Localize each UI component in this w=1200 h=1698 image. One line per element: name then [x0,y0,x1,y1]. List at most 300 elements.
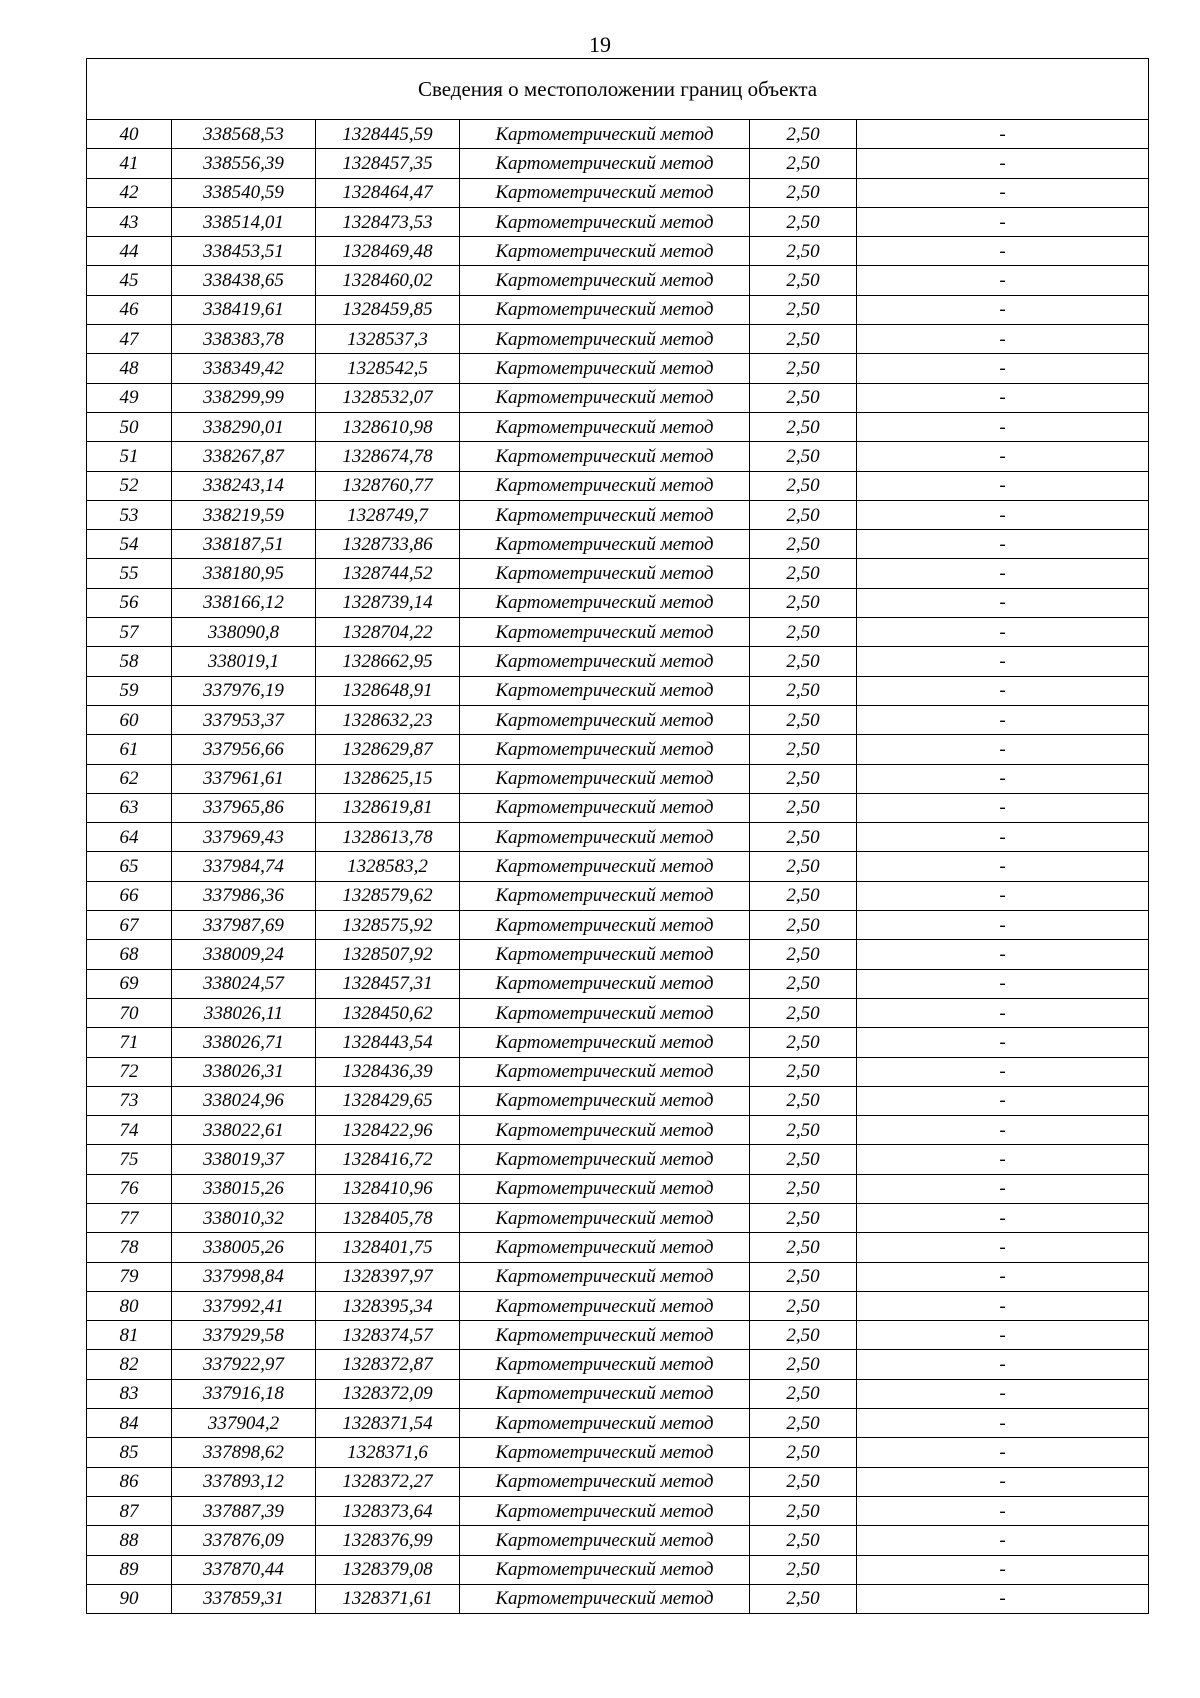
description-cell: - [857,266,1149,295]
point-number-cell: 75 [87,1145,172,1174]
point-number-cell: 53 [87,500,172,529]
accuracy-cell: 2,50 [750,1438,857,1467]
description-cell: - [857,412,1149,441]
y-coordinate-cell: 1328410,96 [316,1174,460,1203]
x-coordinate-cell: 338438,65 [172,266,316,295]
table-row [87,266,1149,295]
accuracy-cell: 2,50 [750,618,857,647]
accuracy-cell: 2,50 [750,120,857,149]
point-number-cell: 76 [87,1174,172,1203]
method-cell: Картометрический метод [460,998,750,1027]
accuracy-cell: 2,50 [750,178,857,207]
y-coordinate-cell: 1328372,87 [316,1350,460,1379]
table-row [87,1233,1149,1262]
y-coordinate-cell: 1328422,96 [316,1116,460,1145]
x-coordinate-cell: 337898,62 [172,1438,316,1467]
accuracy-cell: 2,50 [750,881,857,910]
method-cell: Картометрический метод [460,1233,750,1262]
point-number-cell: 77 [87,1203,172,1232]
point-number-cell: 67 [87,911,172,940]
description-cell: - [857,120,1149,149]
y-coordinate-cell: 1328373,64 [316,1496,460,1525]
x-coordinate-cell: 337887,39 [172,1496,316,1525]
y-coordinate-cell: 1328662,95 [316,647,460,676]
method-cell: Картометрический метод [460,530,750,559]
table-row [87,1116,1149,1145]
x-coordinate-cell: 338540,59 [172,178,316,207]
y-coordinate-cell: 1328459,85 [316,295,460,324]
point-number-cell: 43 [87,207,172,236]
point-number-cell: 48 [87,354,172,383]
accuracy-cell: 2,50 [750,1057,857,1086]
accuracy-cell: 2,50 [750,1526,857,1555]
y-coordinate-cell: 1328445,59 [316,120,460,149]
accuracy-cell: 2,50 [750,998,857,1027]
accuracy-cell: 2,50 [750,1203,857,1232]
table-row [87,1321,1149,1350]
method-cell: Картометрический метод [460,911,750,940]
x-coordinate-cell: 337984,74 [172,852,316,881]
x-coordinate-cell: 337893,12 [172,1467,316,1496]
table-row [87,1145,1149,1174]
description-cell: - [857,647,1149,676]
x-coordinate-cell: 338024,57 [172,969,316,998]
description-cell: - [857,178,1149,207]
x-coordinate-cell: 338022,61 [172,1116,316,1145]
table-row [87,1174,1149,1203]
x-coordinate-cell: 338166,12 [172,588,316,617]
x-coordinate-cell: 338015,26 [172,1174,316,1203]
y-coordinate-cell: 1328625,15 [316,764,460,793]
point-number-cell: 83 [87,1379,172,1408]
method-cell: Картометрический метод [460,852,750,881]
y-coordinate-cell: 1328371,6 [316,1438,460,1467]
y-coordinate-cell: 1328374,57 [316,1321,460,1350]
point-number-cell: 70 [87,998,172,1027]
description-cell: - [857,676,1149,705]
y-coordinate-cell: 1328372,09 [316,1379,460,1408]
table-row [87,207,1149,236]
point-number-cell: 66 [87,881,172,910]
accuracy-cell: 2,50 [750,1409,857,1438]
table-row [87,969,1149,998]
point-number-cell: 51 [87,442,172,471]
accuracy-cell: 2,50 [750,1028,857,1057]
y-coordinate-cell: 1328371,54 [316,1409,460,1438]
accuracy-cell: 2,50 [750,1379,857,1408]
table-row [87,1028,1149,1057]
description-cell: - [857,295,1149,324]
description-cell: - [857,1057,1149,1086]
method-cell: Картометрический метод [460,940,750,969]
method-cell: Картометрический метод [460,881,750,910]
table-row [87,1379,1149,1408]
description-cell: - [857,881,1149,910]
x-coordinate-cell: 338019,1 [172,647,316,676]
x-coordinate-cell: 338243,14 [172,471,316,500]
y-coordinate-cell: 1328537,3 [316,325,460,354]
description-cell: - [857,1321,1149,1350]
y-coordinate-cell: 1328416,72 [316,1145,460,1174]
y-coordinate-cell: 1328542,5 [316,354,460,383]
method-cell: Картометрический метод [460,559,750,588]
description-cell: - [857,1028,1149,1057]
x-coordinate-cell: 338568,53 [172,120,316,149]
table-row [87,1526,1149,1555]
x-coordinate-cell: 337859,31 [172,1584,316,1613]
accuracy-cell: 2,50 [750,852,857,881]
x-coordinate-cell: 338556,39 [172,149,316,178]
description-cell: - [857,500,1149,529]
table-row [87,1438,1149,1467]
point-number-cell: 64 [87,823,172,852]
y-coordinate-cell: 1328749,7 [316,500,460,529]
method-cell: Картометрический метод [460,1145,750,1174]
method-cell: Картометрический метод [460,1350,750,1379]
y-coordinate-cell: 1328648,91 [316,676,460,705]
method-cell: Картометрический метод [460,588,750,617]
point-number-cell: 52 [87,471,172,500]
y-coordinate-cell: 1328450,62 [316,998,460,1027]
page-number: 19 [589,32,611,57]
method-cell: Картометрический метод [460,1028,750,1057]
table-body [87,120,1149,1614]
method-cell: Картометрический метод [460,705,750,734]
y-coordinate-cell: 1328733,86 [316,530,460,559]
description-cell: - [857,1350,1149,1379]
method-cell: Картометрический метод [460,178,750,207]
method-cell: Картометрический метод [460,647,750,676]
x-coordinate-cell: 338180,95 [172,559,316,588]
y-coordinate-cell: 1328610,98 [316,412,460,441]
x-coordinate-cell: 338026,71 [172,1028,316,1057]
description-cell: - [857,237,1149,266]
method-cell: Картометрический метод [460,354,750,383]
point-number-cell: 54 [87,530,172,559]
description-cell: - [857,442,1149,471]
method-cell: Картометрический метод [460,1467,750,1496]
y-coordinate-cell: 1328507,92 [316,940,460,969]
description-cell: - [857,823,1149,852]
point-number-cell: 68 [87,940,172,969]
y-coordinate-cell: 1328401,75 [316,1233,460,1262]
description-cell: - [857,998,1149,1027]
x-coordinate-cell: 337961,61 [172,764,316,793]
table-row [87,178,1149,207]
table-row [87,588,1149,617]
table-row [87,852,1149,881]
y-coordinate-cell: 1328760,77 [316,471,460,500]
y-coordinate-cell: 1328473,53 [316,207,460,236]
accuracy-cell: 2,50 [750,676,857,705]
y-coordinate-cell: 1328575,92 [316,911,460,940]
x-coordinate-cell: 337992,41 [172,1291,316,1320]
x-coordinate-cell: 338024,96 [172,1086,316,1115]
method-cell: Картометрический метод [460,1174,750,1203]
accuracy-cell: 2,50 [750,1174,857,1203]
method-cell: Картометрический метод [460,1116,750,1145]
description-cell: - [857,705,1149,734]
description-cell: - [857,530,1149,559]
accuracy-cell: 2,50 [750,1350,857,1379]
table-row [87,998,1149,1027]
description-cell: - [857,735,1149,764]
point-number-cell: 46 [87,295,172,324]
point-number-cell: 41 [87,149,172,178]
description-cell: - [857,588,1149,617]
accuracy-cell: 2,50 [750,705,857,734]
point-number-cell: 57 [87,618,172,647]
x-coordinate-cell: 337969,43 [172,823,316,852]
point-number-cell: 62 [87,764,172,793]
method-cell: Картометрический метод [460,237,750,266]
accuracy-cell: 2,50 [750,1262,857,1291]
method-cell: Картометрический метод [460,471,750,500]
y-coordinate-cell: 1328532,07 [316,383,460,412]
x-coordinate-cell: 337956,66 [172,735,316,764]
accuracy-cell: 2,50 [750,325,857,354]
point-number-cell: 87 [87,1496,172,1525]
method-cell: Картометрический метод [460,1086,750,1115]
x-coordinate-cell: 337998,84 [172,1262,316,1291]
table-title-row [87,59,1149,120]
table-row [87,1584,1149,1613]
method-cell: Картометрический метод [460,618,750,647]
method-cell: Картометрический метод [460,793,750,822]
table-row [87,1496,1149,1525]
table-row [87,295,1149,324]
method-cell: Картометрический метод [460,1584,750,1613]
method-cell: Картометрический метод [460,1203,750,1232]
description-cell: - [857,1262,1149,1291]
y-coordinate-cell: 1328443,54 [316,1028,460,1057]
description-cell: - [857,1145,1149,1174]
y-coordinate-cell: 1328395,34 [316,1291,460,1320]
point-number-cell: 89 [87,1555,172,1584]
point-number-cell: 71 [87,1028,172,1057]
table-row [87,823,1149,852]
description-cell: - [857,1116,1149,1145]
accuracy-cell: 2,50 [750,412,857,441]
table-row [87,237,1149,266]
method-cell: Картометрический метод [460,500,750,529]
boundary-coordinates-table [86,58,1149,1614]
description-cell: - [857,1233,1149,1262]
table-row [87,442,1149,471]
y-coordinate-cell: 1328744,52 [316,559,460,588]
table-row [87,647,1149,676]
method-cell: Картометрический метод [460,1262,750,1291]
point-number-cell: 72 [87,1057,172,1086]
accuracy-cell: 2,50 [750,1584,857,1613]
table-row [87,530,1149,559]
y-coordinate-cell: 1328613,78 [316,823,460,852]
x-coordinate-cell: 338453,51 [172,237,316,266]
method-cell: Картометрический метод [460,207,750,236]
accuracy-cell: 2,50 [750,237,857,266]
y-coordinate-cell: 1328436,39 [316,1057,460,1086]
point-number-cell: 82 [87,1350,172,1379]
description-cell: - [857,911,1149,940]
method-cell: Картометрический метод [460,764,750,793]
table-row [87,1203,1149,1232]
x-coordinate-cell: 338267,87 [172,442,316,471]
point-number-cell: 58 [87,647,172,676]
point-number-cell: 47 [87,325,172,354]
y-coordinate-cell: 1328376,99 [316,1526,460,1555]
x-coordinate-cell: 338299,99 [172,383,316,412]
table-row [87,764,1149,793]
method-cell: Картометрический метод [460,442,750,471]
point-number-cell: 90 [87,1584,172,1613]
description-cell: - [857,1555,1149,1584]
accuracy-cell: 2,50 [750,911,857,940]
point-number-cell: 69 [87,969,172,998]
accuracy-cell: 2,50 [750,1321,857,1350]
method-cell: Картометрический метод [460,1379,750,1408]
point-number-cell: 49 [87,383,172,412]
description-cell: - [857,1086,1149,1115]
table-title: Сведения о местоположении границ объекта [87,59,1149,120]
accuracy-cell: 2,50 [750,442,857,471]
accuracy-cell: 2,50 [750,940,857,969]
y-coordinate-cell: 1328371,61 [316,1584,460,1613]
y-coordinate-cell: 1328457,35 [316,149,460,178]
method-cell: Картометрический метод [460,1555,750,1584]
accuracy-cell: 2,50 [750,588,857,617]
point-number-cell: 40 [87,120,172,149]
x-coordinate-cell: 337986,36 [172,881,316,910]
x-coordinate-cell: 337876,09 [172,1526,316,1555]
point-number-cell: 78 [87,1233,172,1262]
x-coordinate-cell: 338514,01 [172,207,316,236]
x-coordinate-cell: 338009,24 [172,940,316,969]
table-row [87,1555,1149,1584]
accuracy-cell: 2,50 [750,500,857,529]
accuracy-cell: 2,50 [750,1233,857,1262]
table-row [87,911,1149,940]
x-coordinate-cell: 337953,37 [172,705,316,734]
table-row [87,705,1149,734]
accuracy-cell: 2,50 [750,559,857,588]
point-number-cell: 59 [87,676,172,705]
table-row [87,618,1149,647]
accuracy-cell: 2,50 [750,1116,857,1145]
table-row [87,471,1149,500]
y-coordinate-cell: 1328704,22 [316,618,460,647]
accuracy-cell: 2,50 [750,1555,857,1584]
method-cell: Картометрический метод [460,735,750,764]
x-coordinate-cell: 337922,97 [172,1350,316,1379]
y-coordinate-cell: 1328579,62 [316,881,460,910]
method-cell: Картометрический метод [460,412,750,441]
point-number-cell: 63 [87,793,172,822]
x-coordinate-cell: 338090,8 [172,618,316,647]
table-row [87,149,1149,178]
table-row [87,1467,1149,1496]
x-coordinate-cell: 338026,31 [172,1057,316,1086]
accuracy-cell: 2,50 [750,266,857,295]
table-row [87,1262,1149,1291]
description-cell: - [857,852,1149,881]
table-row [87,1350,1149,1379]
accuracy-cell: 2,50 [750,1291,857,1320]
method-cell: Картометрический метод [460,1057,750,1086]
y-coordinate-cell: 1328469,48 [316,237,460,266]
x-coordinate-cell: 337929,58 [172,1321,316,1350]
y-coordinate-cell: 1328583,2 [316,852,460,881]
description-cell: - [857,354,1149,383]
method-cell: Картометрический метод [460,325,750,354]
description-cell: - [857,764,1149,793]
method-cell: Картометрический метод [460,266,750,295]
method-cell: Картометрический метод [460,676,750,705]
table-row [87,735,1149,764]
x-coordinate-cell: 337916,18 [172,1379,316,1408]
x-coordinate-cell: 338219,59 [172,500,316,529]
y-coordinate-cell: 1328464,47 [316,178,460,207]
point-number-cell: 84 [87,1409,172,1438]
table-row [87,120,1149,149]
description-cell: - [857,1291,1149,1320]
x-coordinate-cell: 338026,11 [172,998,316,1027]
x-coordinate-cell: 337987,69 [172,911,316,940]
point-number-cell: 86 [87,1467,172,1496]
point-number-cell: 45 [87,266,172,295]
x-coordinate-cell: 338019,37 [172,1145,316,1174]
point-number-cell: 60 [87,705,172,734]
x-coordinate-cell: 337965,86 [172,793,316,822]
point-number-cell: 61 [87,735,172,764]
description-cell: - [857,1379,1149,1408]
y-coordinate-cell: 1328457,31 [316,969,460,998]
x-coordinate-cell: 338010,32 [172,1203,316,1232]
table-row [87,1409,1149,1438]
y-coordinate-cell: 1328674,78 [316,442,460,471]
description-cell: - [857,1496,1149,1525]
x-coordinate-cell: 337870,44 [172,1555,316,1584]
y-coordinate-cell: 1328619,81 [316,793,460,822]
method-cell: Картометрический метод [460,149,750,178]
description-cell: - [857,559,1149,588]
description-cell: - [857,383,1149,412]
method-cell: Картометрический метод [460,120,750,149]
point-number-cell: 50 [87,412,172,441]
y-coordinate-cell: 1328629,87 [316,735,460,764]
accuracy-cell: 2,50 [750,1496,857,1525]
table-row [87,793,1149,822]
accuracy-cell: 2,50 [750,471,857,500]
point-number-cell: 55 [87,559,172,588]
description-cell: - [857,1584,1149,1613]
accuracy-cell: 2,50 [750,969,857,998]
method-cell: Картометрический метод [460,1496,750,1525]
accuracy-cell: 2,50 [750,1467,857,1496]
y-coordinate-cell: 1328429,65 [316,1086,460,1115]
point-number-cell: 42 [87,178,172,207]
accuracy-cell: 2,50 [750,1145,857,1174]
y-coordinate-cell: 1328739,14 [316,588,460,617]
point-number-cell: 73 [87,1086,172,1115]
point-number-cell: 74 [87,1116,172,1145]
y-coordinate-cell: 1328397,97 [316,1262,460,1291]
accuracy-cell: 2,50 [750,354,857,383]
accuracy-cell: 2,50 [750,764,857,793]
accuracy-cell: 2,50 [750,735,857,764]
y-coordinate-cell: 1328405,78 [316,1203,460,1232]
table-row [87,1086,1149,1115]
description-cell: - [857,1409,1149,1438]
